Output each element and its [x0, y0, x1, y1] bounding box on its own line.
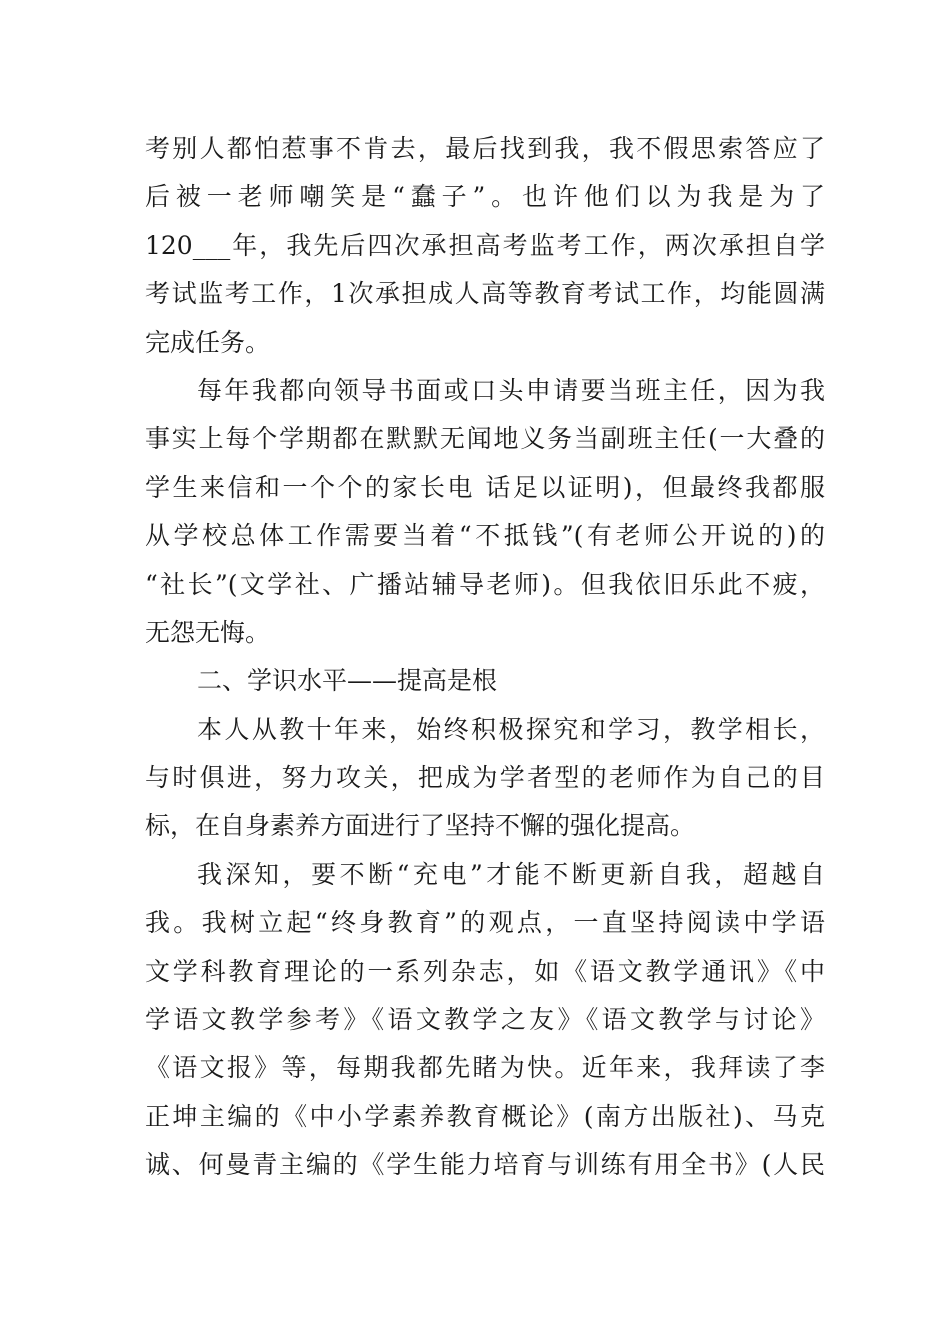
text-line: 诚、何曼青主编的《学生能力培育与训练有用全书》(人民 [145, 1150, 825, 1180]
text-line: 从学校总体工作需要当着“不抵钱”(有老师公开说的)的 [145, 521, 825, 551]
text-line: 正坤主编的《中小学素养教育概论》(南方出版社)、马克 [145, 1101, 825, 1131]
text-line: 标，在自身素养方面进行了坚持不懈的强化提高。 [145, 811, 696, 841]
text-line: 学生来信和一个个的家长电 话足以证明)，但最终我都服 [145, 472, 825, 502]
text-line: 我深知，要不断“充电”才能不断更新自我，超越自 [197, 859, 825, 889]
text-line: 后被一老师嘲笑是“蠢子”。也许他们以为我是为了 [145, 182, 825, 212]
body-text [145, 125, 825, 1190]
text-line: 二、学识水平——提高是根 [197, 666, 498, 696]
text-line: 完成任务。 [145, 327, 271, 357]
text-line: 无怨无悔。 [145, 617, 271, 647]
text-line: 事实上每个学期都在默默无闻地义务当副班主任(一大叠的 [145, 424, 825, 454]
text-line: 文学科教育理论的一系列杂志，如《语文教学通讯》《中 [145, 956, 825, 986]
text-line: 本人从教十年来，始终积极探究和学习，教学相长， [197, 714, 825, 744]
text-line: 我。我树立起“终身教育”的观点，一直坚持阅读中学语 [145, 908, 825, 938]
text-line: 120___年，我先后四次承担高考监考工作，两次承担自学 [145, 230, 825, 260]
text-line: 《语文报》等，每期我都先睹为快。近年来，我拜读了李 [145, 1053, 825, 1083]
text-line: “社长”(文学社、广播站辅导老师)。但我依旧乐此不疲， [145, 569, 825, 599]
text-line: 学语文教学参考》《语文教学之友》《语文教学与讨论》 [145, 1005, 825, 1035]
text-line: 与时俱进，努力攻关，把成为学者型的老师作为自己的目 [145, 763, 825, 793]
text-line: 考试监考工作，1次承担成人高等教育考试工作，均能圆满 [145, 279, 825, 309]
text-line: 每年我都向领导书面或口头申请要当班主任，因为我 [197, 375, 825, 405]
text-line: 考别人都怕惹事不肯去，最后找到我，我不假思索答应了 [145, 134, 825, 163]
